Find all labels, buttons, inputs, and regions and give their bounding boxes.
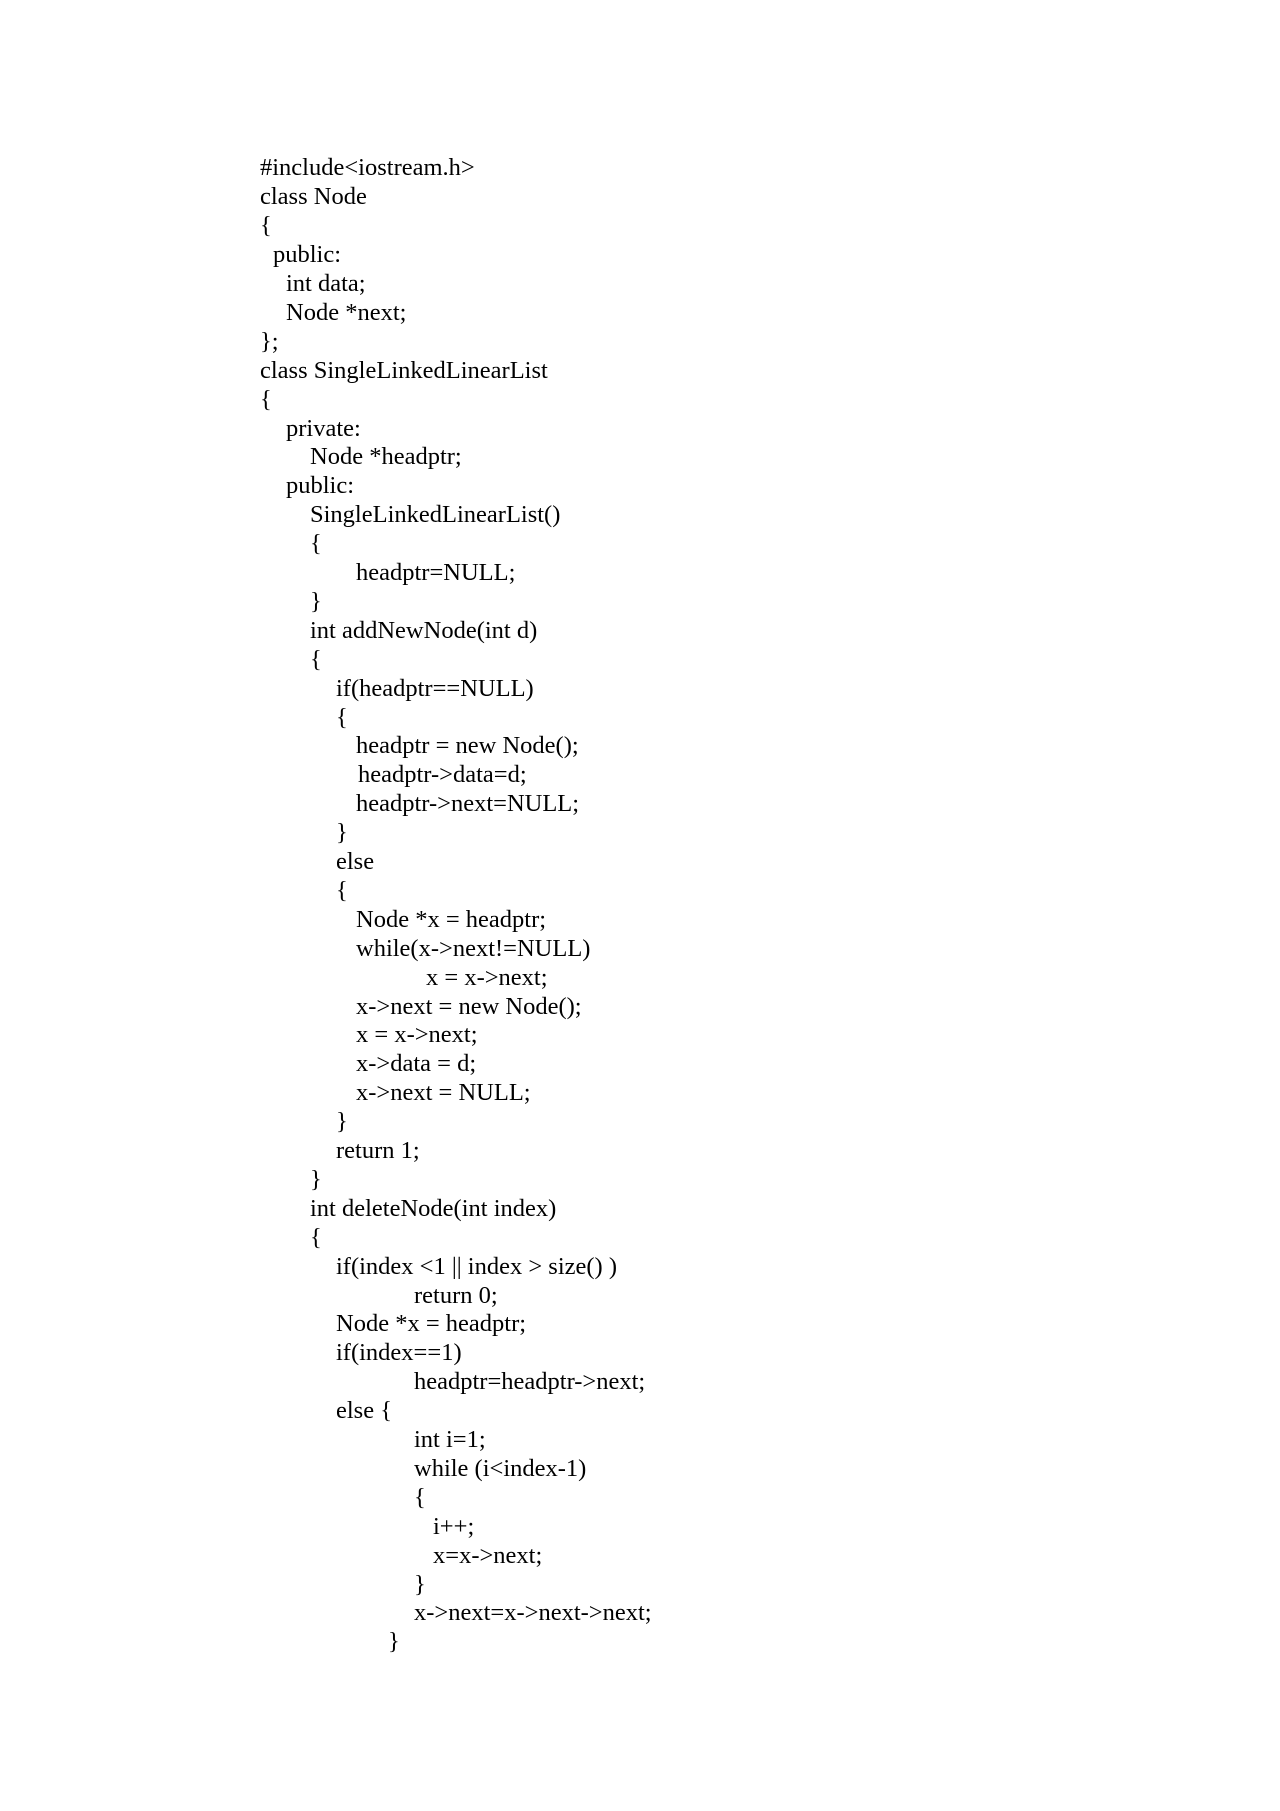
code-line: class SingleLinkedLinearList xyxy=(260,357,548,384)
code-line: x->next = NULL; xyxy=(356,1079,531,1106)
code-line: public: xyxy=(286,472,355,499)
code-line: }; xyxy=(260,328,279,355)
code-line: } xyxy=(414,1571,426,1598)
code-line: #include<iostream.h> xyxy=(260,154,475,181)
code-line: { xyxy=(336,704,348,731)
code-line: else { xyxy=(336,1397,392,1424)
code-line: while(x->next!=NULL) xyxy=(356,935,591,962)
code-line: Node *headptr; xyxy=(310,443,462,470)
code-line: { xyxy=(260,212,272,239)
code-line: return 0; xyxy=(414,1282,498,1309)
code-line: class Node xyxy=(260,183,367,210)
code-line: return 1; xyxy=(336,1137,420,1164)
code-line: { xyxy=(414,1484,426,1511)
code-line: private: xyxy=(286,415,361,442)
code-line: } xyxy=(310,1166,322,1193)
code-line: int data; xyxy=(286,270,366,297)
code-line: { xyxy=(310,530,322,557)
code-line: else xyxy=(336,848,375,875)
code-line: headptr->next=NULL; xyxy=(356,790,580,817)
code-line: x->data = d; xyxy=(356,1050,477,1077)
code-line: int i=1; xyxy=(414,1426,486,1453)
code-line: if(headptr==NULL) xyxy=(336,675,534,702)
code-line: if(index <1 || index > size() ) xyxy=(336,1253,617,1280)
code-line: x = x->next; xyxy=(426,964,548,991)
code-line: while (i<index-1) xyxy=(414,1455,587,1482)
code-line: } xyxy=(388,1628,400,1655)
code-line: x->next=x->next->next; xyxy=(414,1599,652,1626)
code-line: SingleLinkedLinearList() xyxy=(310,501,561,528)
code-line: if(index==1) xyxy=(336,1339,462,1366)
code-line: x = x->next; xyxy=(356,1021,478,1048)
code-line: i++; xyxy=(433,1513,475,1540)
code-line: headptr->data=d; xyxy=(358,761,527,788)
code-line: Node *next; xyxy=(286,299,407,326)
code-line: x->next = new Node(); xyxy=(356,993,582,1020)
code-line: public: xyxy=(273,241,342,268)
code-line: } xyxy=(336,1108,348,1135)
code-line: headptr = new Node(); xyxy=(356,732,579,759)
code-line: x=x->next; xyxy=(433,1542,543,1569)
code-line: headptr=headptr->next; xyxy=(414,1368,646,1395)
code-line: { xyxy=(336,877,348,904)
code-line: } xyxy=(336,819,348,846)
code-line: { xyxy=(310,1224,322,1251)
code-line: Node *x = headptr; xyxy=(336,1310,527,1337)
code-line: int addNewNode(int d) xyxy=(310,617,538,644)
code-line: Node *x = headptr; xyxy=(356,906,547,933)
code-line: int deleteNode(int index) xyxy=(310,1195,557,1222)
code-line: } xyxy=(310,588,322,615)
code-line: headptr=NULL; xyxy=(356,559,516,586)
code-line: { xyxy=(260,386,272,413)
code-line: { xyxy=(310,646,322,673)
